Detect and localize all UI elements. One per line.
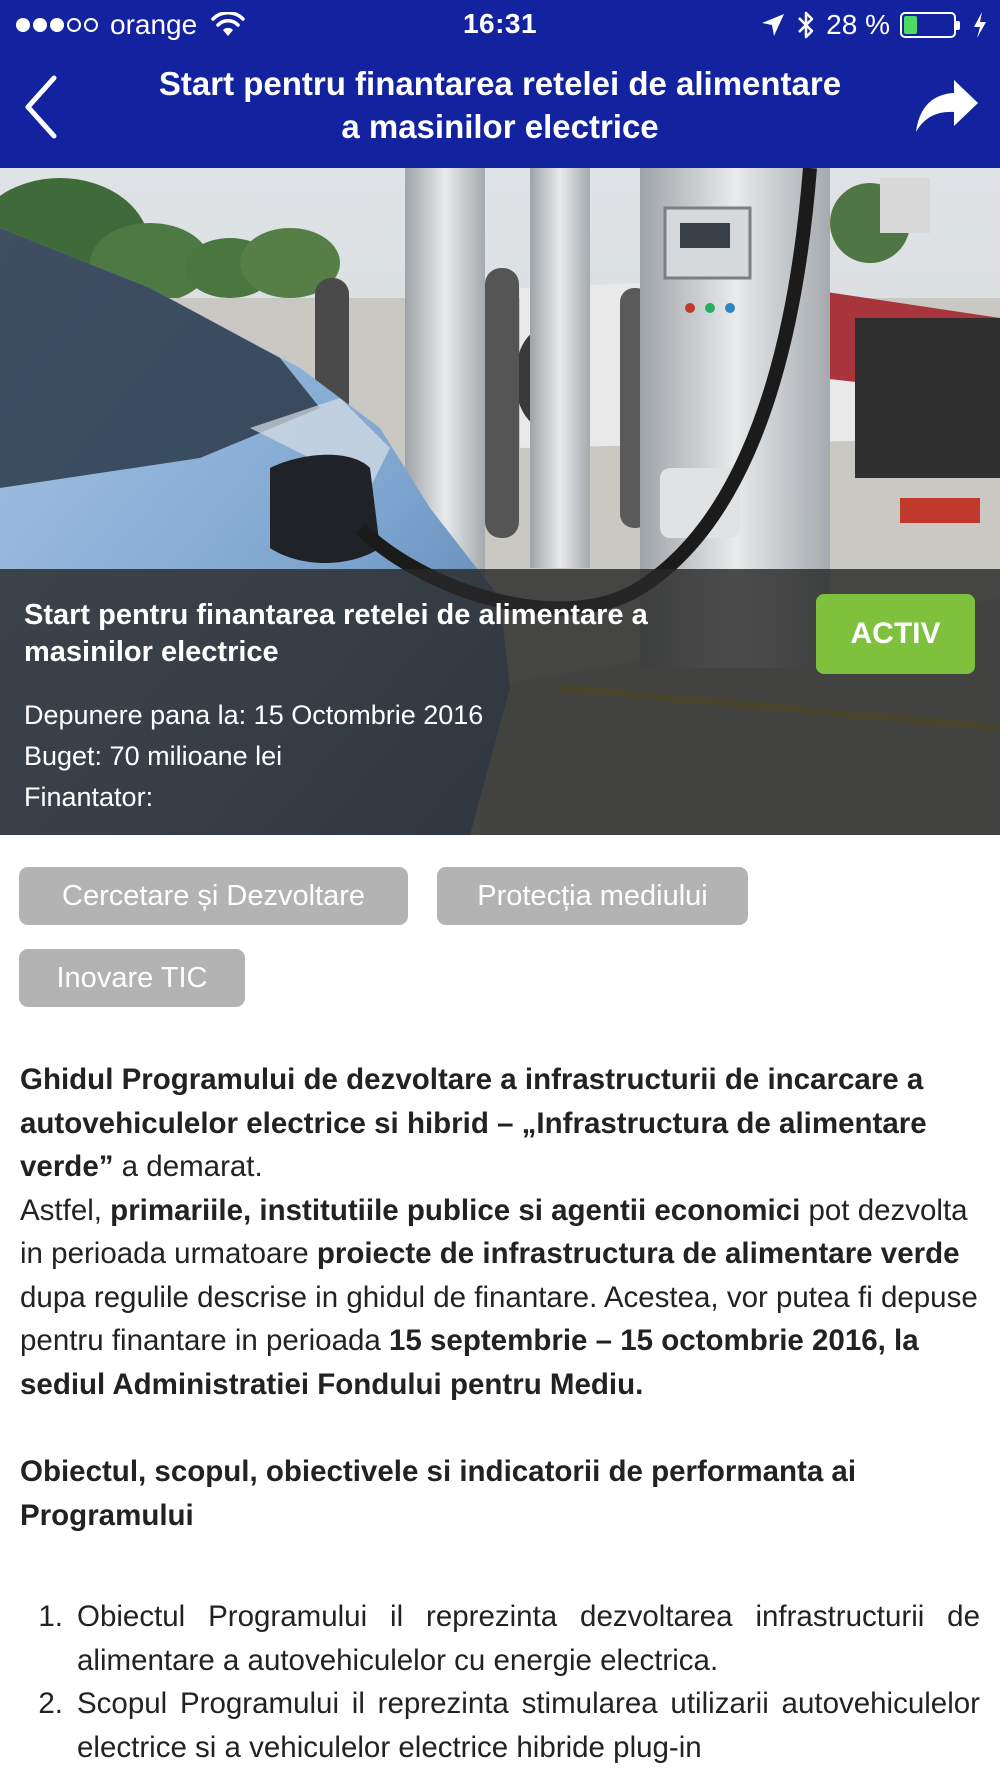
status-time: 16:31 xyxy=(462,8,538,39)
budget-text: Buget: 70 milioane lei xyxy=(24,741,283,771)
deadline-text: Depunere pana la: 15 Octombrie 2016 xyxy=(24,700,484,730)
carrier-name: orange xyxy=(110,9,198,40)
section-heading: Obiectul, scopul, obiectivele si indicatorii de performanta ai Programului xyxy=(20,1455,857,1532)
battery-icon xyxy=(900,12,956,38)
nav-bar xyxy=(0,50,1000,168)
article-body xyxy=(20,1058,980,1769)
bluetooth-icon xyxy=(796,10,816,40)
hero-section xyxy=(0,168,1000,835)
status-bar xyxy=(0,0,1000,50)
list-item: 1. Obiectul Programului il reprezinta dezvoltarea infrastructurii de alimentare a autovehiculelor cu energie electrica. xyxy=(38,1600,980,1677)
location-arrow-icon xyxy=(760,12,786,38)
app-header xyxy=(0,0,1000,168)
tag-protectia-mediului[interactable]: Protecția mediului xyxy=(437,867,748,925)
paragraph-intro: Ghidul Programului de dezvoltare a infrastructurii de incarcare a autovehiculelor electrice si hibrid – „Infrastructura de alimentare verde” a demarat. xyxy=(20,1063,927,1183)
program-meta xyxy=(24,695,483,818)
objectives-list xyxy=(20,1595,980,1769)
tag-inovare-tic[interactable]: Inovare TIC xyxy=(19,949,245,1007)
program-title: Start pentru finantarea retelei de alimentare a masinilor electrice xyxy=(24,599,648,668)
share-button[interactable] xyxy=(914,76,980,134)
funder-text: Finantator: xyxy=(24,782,154,812)
hero-info-overlay xyxy=(0,569,1000,835)
status-right xyxy=(760,8,988,42)
back-button[interactable] xyxy=(18,72,68,142)
page-title: Start pentru finantarea retelei de alimentare a masinilor electrice xyxy=(158,65,842,145)
battery-percent: 28 % xyxy=(826,9,890,40)
paragraph-details: Astfel, primariile, institutiile publice si agentii economici pot dezvolta in perioada urmatoare proiecte de infrastructura de alimentare verde dupa regulile descrise in ghidul de finantare. Acestea, vor putea fi depuse pentru finantare in perioada 15 septembrie – 15 octombrie 2016, la sediul Administratiei Fondului pentru Mediu. xyxy=(20,1193,978,1401)
tag-cercetare[interactable]: Cercetare și Dezvoltare xyxy=(19,867,408,925)
charging-bolt-icon xyxy=(972,11,988,39)
status-badge: ACTIV xyxy=(816,594,975,674)
list-item: 2. Scopul Programului il reprezinta stimularea utilizarii autovehiculelor electrice si a vehiculelor electrice hibride plug-in xyxy=(38,1687,980,1764)
